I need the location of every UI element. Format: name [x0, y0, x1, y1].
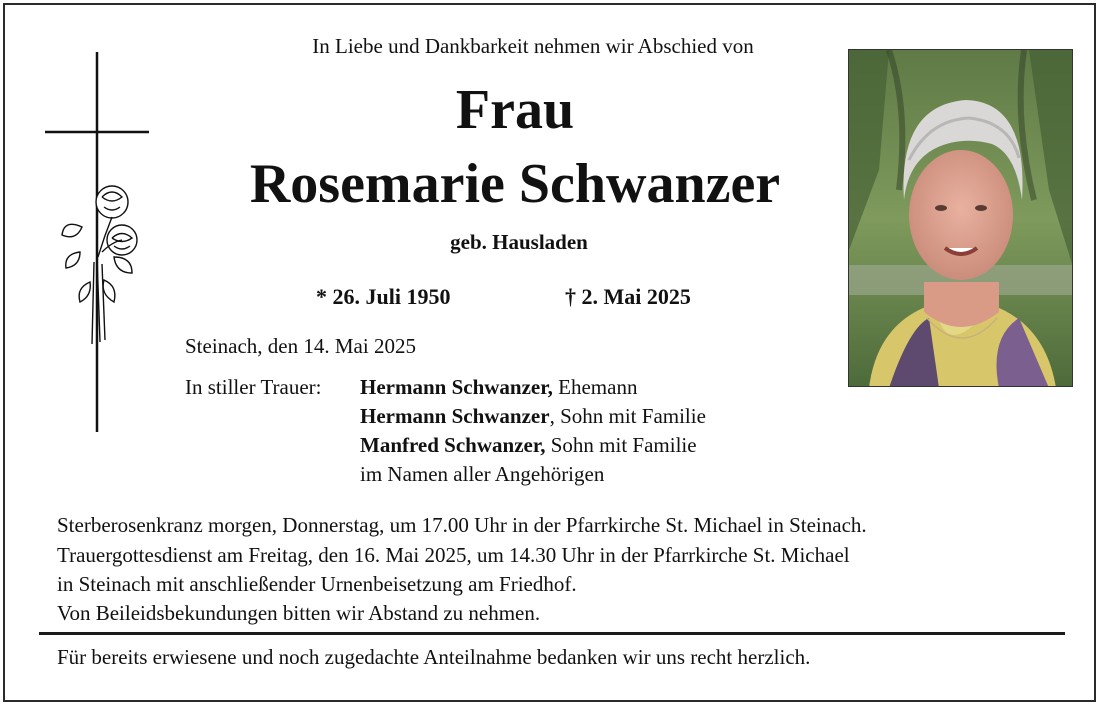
mourner-line: Hermann Schwanzer, Sohn mit Familie [360, 404, 706, 428]
birth-name: geb. Hausladen [450, 230, 588, 254]
death-date: † 2. Mai 2025 [565, 284, 691, 309]
divider [39, 632, 1065, 635]
thanks-line: Für bereits erwiesene und noch zugedachte Anteilnahme bedanken wir uns recht herzlich. [57, 645, 811, 669]
mourner-line: Hermann Schwanzer, Ehemann [360, 375, 638, 399]
service-line: Sterberosenkranz morgen, Donnerstag, um 17.00 Uhr in der Pfarrkirche St. Michael in Steinach. [57, 513, 867, 537]
service-line: in Steinach mit anschließender Urnenbeisetzung am Friedhof. [57, 572, 577, 596]
salutation: Frau [455, 79, 575, 141]
mourner-line: Manfred Schwanzer, Sohn mit Familie [360, 433, 697, 457]
birth-date: * 26. Juli 1950 [316, 284, 451, 309]
mourner-line: im Namen aller Angehörigen [360, 462, 605, 486]
intro-line: In Liebe und Dankbarkeit nehmen wir Abschied von [312, 34, 754, 58]
service-line: Von Beileidsbekundungen bitten wir Abstand zu nehmen. [57, 601, 541, 625]
service-line: Trauergottesdienst am Freitag, den 16. Mai 2025, um 14.30 Uhr in der Pfarrkirche St. Michael [57, 543, 850, 567]
mourners-label: In stiller Trauer: [185, 375, 322, 399]
deceased-name: Rosemarie Schwanzer [249, 153, 781, 215]
portrait-photo [848, 49, 1073, 387]
place-date: Steinach, den 14. Mai 2025 [185, 334, 416, 358]
